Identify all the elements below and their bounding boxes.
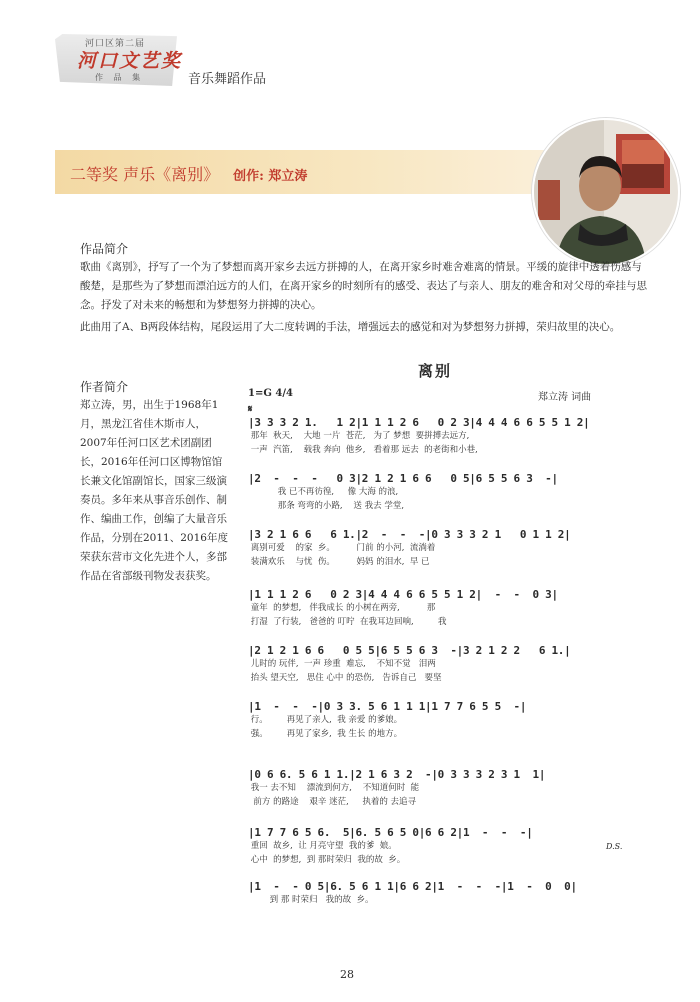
lyric-line-2: 装满欢乐 与忧 伤。 妈妈 的泪水, 早 已: [248, 557, 430, 567]
score-credit: 郑立涛 词曲: [538, 392, 592, 403]
segno-mark: 𝄋: [248, 404, 253, 415]
lyric-line-2: 打湿 了行装, 爸爸的 叮咛 在我耳边回响, 我: [248, 617, 447, 627]
score-key-signature: 1=G 4/4: [248, 388, 293, 399]
intro-paragraph-2: 此曲用了A、B两段体结构，尾段运用了大二度转调的手法，增强远去的感觉和对为梦想努力拼搏，荣归故里的决心。: [80, 321, 621, 333]
author-bio: 郑立涛，男，出生于1968年1月，黑龙江省佳木斯市人，2007年任河口区艺术团副团长，2016年任河口区博物馆馆长兼文化馆副馆长，国家三级演奏员。多年来从事音乐创作、制作、编曲工作，创编了大量音乐作品，分别在2011、2016年度荣获东营市文化先进个人，多部作品在省部级刊物发表获奖。: [80, 399, 228, 582]
lyric-line-1: 那年 秋天, 大地 一片 苍茫, 为了 梦想 要拼搏去远方,: [248, 431, 470, 441]
intro-paragraph-1: 歌曲《离别》，抒写了一个为了梦想而离开家乡去远方拼搏的人，在离开家乡时难舍难离的情景。平缓的旋律中透着伤感与酸楚，是那些为了梦想而漂泊远方的人们，在离开家乡的时刻所有的感受、表达了与亲人、朋友的难舍和对父母的牵挂与思念。抒发了对未来的畅想和为梦想努力拼搏的决心。: [80, 261, 647, 311]
notation-line: |3 3 3 2 1. 1 2|1 1 1 2 6 0 2 3|4 4 4 6 6 5 5 1 2|: [248, 416, 590, 429]
festival-logo: [55, 30, 185, 92]
lyric-line-2: 一声 汽笛, 载我 奔向 他乡, 看着那 远去 的老街和小巷,: [248, 445, 478, 455]
lyric-line-1: 重回 故乡, 让 月亮守望 我的爹 娘。: [248, 841, 397, 851]
lyric-line-1: 儿时的 玩伴, 一声 珍重 难忘, 不知不觉 泪两: [248, 659, 436, 669]
lyric-line-2: 强。 再见了家乡, 我 生长 的地方。: [248, 729, 403, 739]
intro-heading: 作品简介: [80, 242, 129, 256]
lyric-line-1: 到 那 时荣归 我的故 乡。: [248, 895, 374, 905]
lyric-line-1: 离别可爱 的家 乡。 门前 的小河, 流淌着: [248, 543, 436, 553]
lyric-line-2: 抬头 望天空, 思住 心中 的恐伤, 告诉自己 要坚: [248, 673, 442, 683]
notation-line: |2 1 2 1 6 6 0 5 5|6 5 5 6 3 -|3 2 1 2 2 6 1.|: [248, 644, 571, 657]
logo-name: 河口文艺奖: [77, 50, 183, 72]
page-number: 28: [340, 968, 354, 981]
section-title: 音乐舞蹈作品: [188, 72, 267, 87]
lyric-line-1: 我 已不再彷徨, 像 大海 的浪,: [248, 487, 399, 497]
score-title: 离别: [418, 362, 453, 380]
score-system-8: [248, 826, 638, 867]
award-credit: 创作: 郑立涛: [233, 169, 308, 184]
lyric-line-1: 行。 再见了亲人, 我 亲爱 的爹娘。: [248, 715, 403, 725]
score-system-5: [248, 644, 638, 685]
notation-line: |2 - - - 0 3|2 1 2 1 6 6 0 5|6 5 5 6 3 -|: [248, 472, 558, 485]
score-system-6: [248, 700, 638, 741]
score-system-9: [248, 880, 638, 907]
lyric-line-2: 前方 的路途 艰辛 迷茫, 执着的 去追寻: [248, 797, 417, 807]
score-system-2: [248, 472, 638, 513]
score-system-3: [248, 528, 638, 569]
score-system-1: [248, 416, 638, 457]
logo-subtitle: 河口区第二届: [85, 39, 146, 49]
lyric-line-1: 我一 去不知 漂流到何方, 不知道何时 能: [248, 783, 420, 793]
lyric-line-2: 那条 弯弯的小路, 送 我去 学堂,: [248, 501, 405, 511]
award-title-line: [70, 162, 307, 185]
score-system-7: [248, 768, 638, 809]
author-heading: 作者简介: [80, 380, 129, 394]
notation-line: |0 6 6. 5 6 1 1.|2 1 6 3 2 -|0 3 3 3 2 3 1 1|: [248, 768, 546, 781]
logo-collection: 作 品 集: [95, 73, 145, 82]
lyric-line-1: 童年 的梦想, 伴我成长 的小树在两旁, 那: [248, 603, 436, 613]
score-system-4: [248, 588, 638, 629]
lyric-line-2: 心中 的梦想, 到 那时荣归 我的故 乡。: [248, 855, 406, 865]
notation-line: |1 - - -|0 3 3. 5 6 1 1 1|1 7 7 6 5 5 -|: [248, 700, 527, 713]
award-title: 二等奖 声乐《离别》: [70, 165, 220, 184]
portrait-photo: [532, 118, 680, 266]
portrait-image: [534, 120, 678, 264]
notation-line: |1 - - 0 5|6. 5 6 1 1|6 6 2|1 - - -|1 - 0 0|: [248, 880, 577, 893]
notation-line: |1 1 1 2 6 0 2 3|4 4 4 6 6 5 5 1 2| - - 0 3|: [248, 588, 558, 601]
notation-line: |3 2 1 6 6 6 1.|2 - - -|0 3 3 3 2 1 0 1 1 2|: [248, 528, 571, 541]
notation-line: |1 7 7 6 5 6. 5|6. 5 6 5 0|6 6 2|1 - - -|: [248, 826, 533, 839]
dal-segno-mark: D.S.: [606, 842, 623, 851]
